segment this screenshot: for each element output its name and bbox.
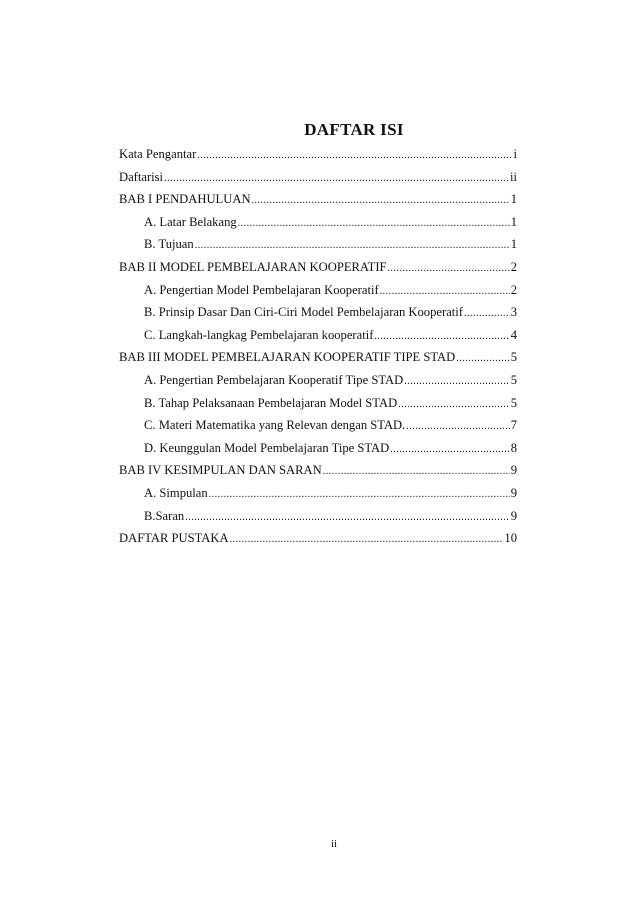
toc-entry-page: 1 [510,214,517,229]
toc-entry-label: B. Tahap Pelaksanaan Pembelajaran Model STAD [144,395,398,410]
dot-leader [455,353,509,364]
toc-section-3d [119,441,517,464]
toc-entry-label: Kata Pengantar [119,147,197,161]
toc-chapter-2 [119,260,517,283]
toc-entry-daftar-isi [119,170,517,193]
toc-entry-page: 7 [510,418,517,433]
dot-leader [208,489,510,500]
toc-entry-page: 9 [510,508,517,523]
toc-section-1b [119,237,517,260]
toc-section-1a [119,215,517,238]
dot-leader [251,195,510,206]
toc-entry-label: B.Saran [144,508,185,523]
toc-entry-label: DAFTAR PUSTAKA [119,531,229,546]
toc-section-3a [119,373,517,396]
toc-entry-page: 10 [504,531,517,546]
toc-section-2c [119,328,517,351]
toc-entry-page: 5 [510,395,517,410]
toc-section-2a [119,283,517,306]
toc-entry-page: ii [510,169,517,184]
toc-entry-label: B. Prinsip Dasar Dan Ciri-Ciri Model Pembelajaran Kooperatif [144,305,463,320]
toc-entry-label: BAB III MODEL PEMBELAJARAN KOOPERATIF TIPE STAD [119,350,456,365]
dot-leader [403,376,509,387]
toc-entry-page: 5 [510,372,517,387]
dot-leader [397,399,510,410]
dot-leader [237,218,510,229]
toc-chapter-4 [119,463,517,486]
table-of-contents [119,147,517,554]
toc-entry-label: BAB I PENDAHULUAN [119,192,251,207]
toc-entry-label: A. Pengertian Model Pembelajaran Kooperatif [144,282,379,297]
toc-entry-label: A. Simpulan [144,485,208,500]
toc-entry-page: 9 [510,485,517,500]
toc-entry-page: 3 [510,305,517,320]
dot-leader [405,421,509,432]
dot-leader [373,331,509,342]
toc-entry-label: BAB IV KESIMPULAN DAN SARAN [119,463,322,478]
dot-leader [322,466,510,477]
dot-leader [379,286,510,297]
dot-leader [229,534,504,545]
toc-entry-page: 2 [510,282,517,297]
toc-section-4a [119,486,517,509]
toc-entry-page: i [513,147,517,161]
dot-leader [196,150,512,161]
dot-leader [387,263,510,274]
page-title: DAFTAR ISI [304,120,404,139]
toc-entry-page: 8 [510,440,517,455]
toc-entry-page: 1 [510,192,517,207]
toc-chapter-3 [119,350,517,373]
dot-leader [163,173,509,184]
toc-section-3c [119,418,517,441]
toc-chapter-1 [119,192,517,215]
toc-entry-label: C. Materi Matematika yang Relevan dengan STAD. [144,418,406,433]
toc-entry-label: A. Pengertian Pembelajaran Kooperatif Tipe STAD [144,372,404,387]
toc-entry-label: C. Langkah-langkag Pembelajaran kooperatif [144,327,374,342]
dot-leader [194,240,510,251]
toc-section-3b [119,396,517,419]
toc-entry-page: 9 [510,463,517,478]
toc-entry-page: 2 [510,259,517,274]
toc-entry-label: D. Keunggulan Model Pembelajaran Tipe STAD [144,440,390,455]
toc-entry-label: Daftarisi [119,169,164,184]
toc-entry-daftar-pustaka [119,531,517,554]
dot-leader [389,444,509,455]
toc-section-4b [119,509,517,532]
toc-entry-label: A. Latar Belakang [144,214,237,229]
toc-entry-page: 1 [510,237,517,252]
toc-entry-page: 5 [510,350,517,365]
toc-section-2b [119,305,517,328]
toc-entry-page: 4 [510,327,517,342]
toc-entry-kata-pengantar [119,147,517,170]
dot-leader [184,512,509,523]
page-number: ii [330,838,338,850]
toc-entry-label: BAB II MODEL PEMBELAJARAN KOOPERATIF [119,259,387,274]
toc-entry-label: B. Tujuan [144,237,194,252]
dot-leader [463,308,510,319]
